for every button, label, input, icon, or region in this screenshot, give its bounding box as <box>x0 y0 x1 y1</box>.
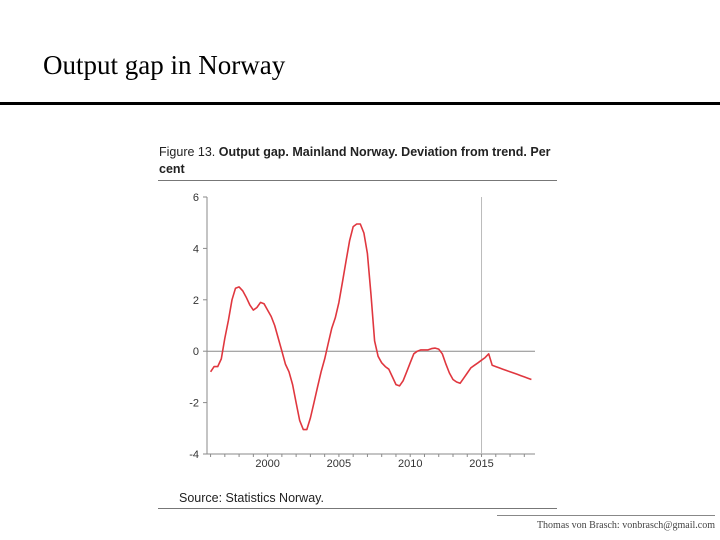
y-tick-label: -4 <box>189 449 199 461</box>
figure-title: Output gap. Mainland Norway. Deviation from trend. Per cent <box>159 145 551 176</box>
x-tick-label: 2000 <box>255 458 280 470</box>
source-divider <box>158 508 557 509</box>
y-tick-label: 6 <box>192 192 199 204</box>
y-tick-label: 2 <box>192 294 199 307</box>
x-tick-label: 2015 <box>469 458 494 470</box>
series-line-output-gap <box>211 224 532 430</box>
footer-credit: Thomas von Brasch: vonbrasch@gmail.com <box>497 515 715 531</box>
slide-title: Output gap in Norway <box>43 50 286 80</box>
y-tick-label: -2 <box>189 397 199 410</box>
y-tick-label: 4 <box>192 243 199 256</box>
x-tick-label: 2010 <box>397 458 423 470</box>
figure-number: Figure 13. <box>159 145 216 159</box>
y-tick-label: 0 <box>192 346 199 359</box>
source-note: Source: Statistics Norway. <box>179 491 324 505</box>
x-tick-label: 2005 <box>326 458 352 470</box>
